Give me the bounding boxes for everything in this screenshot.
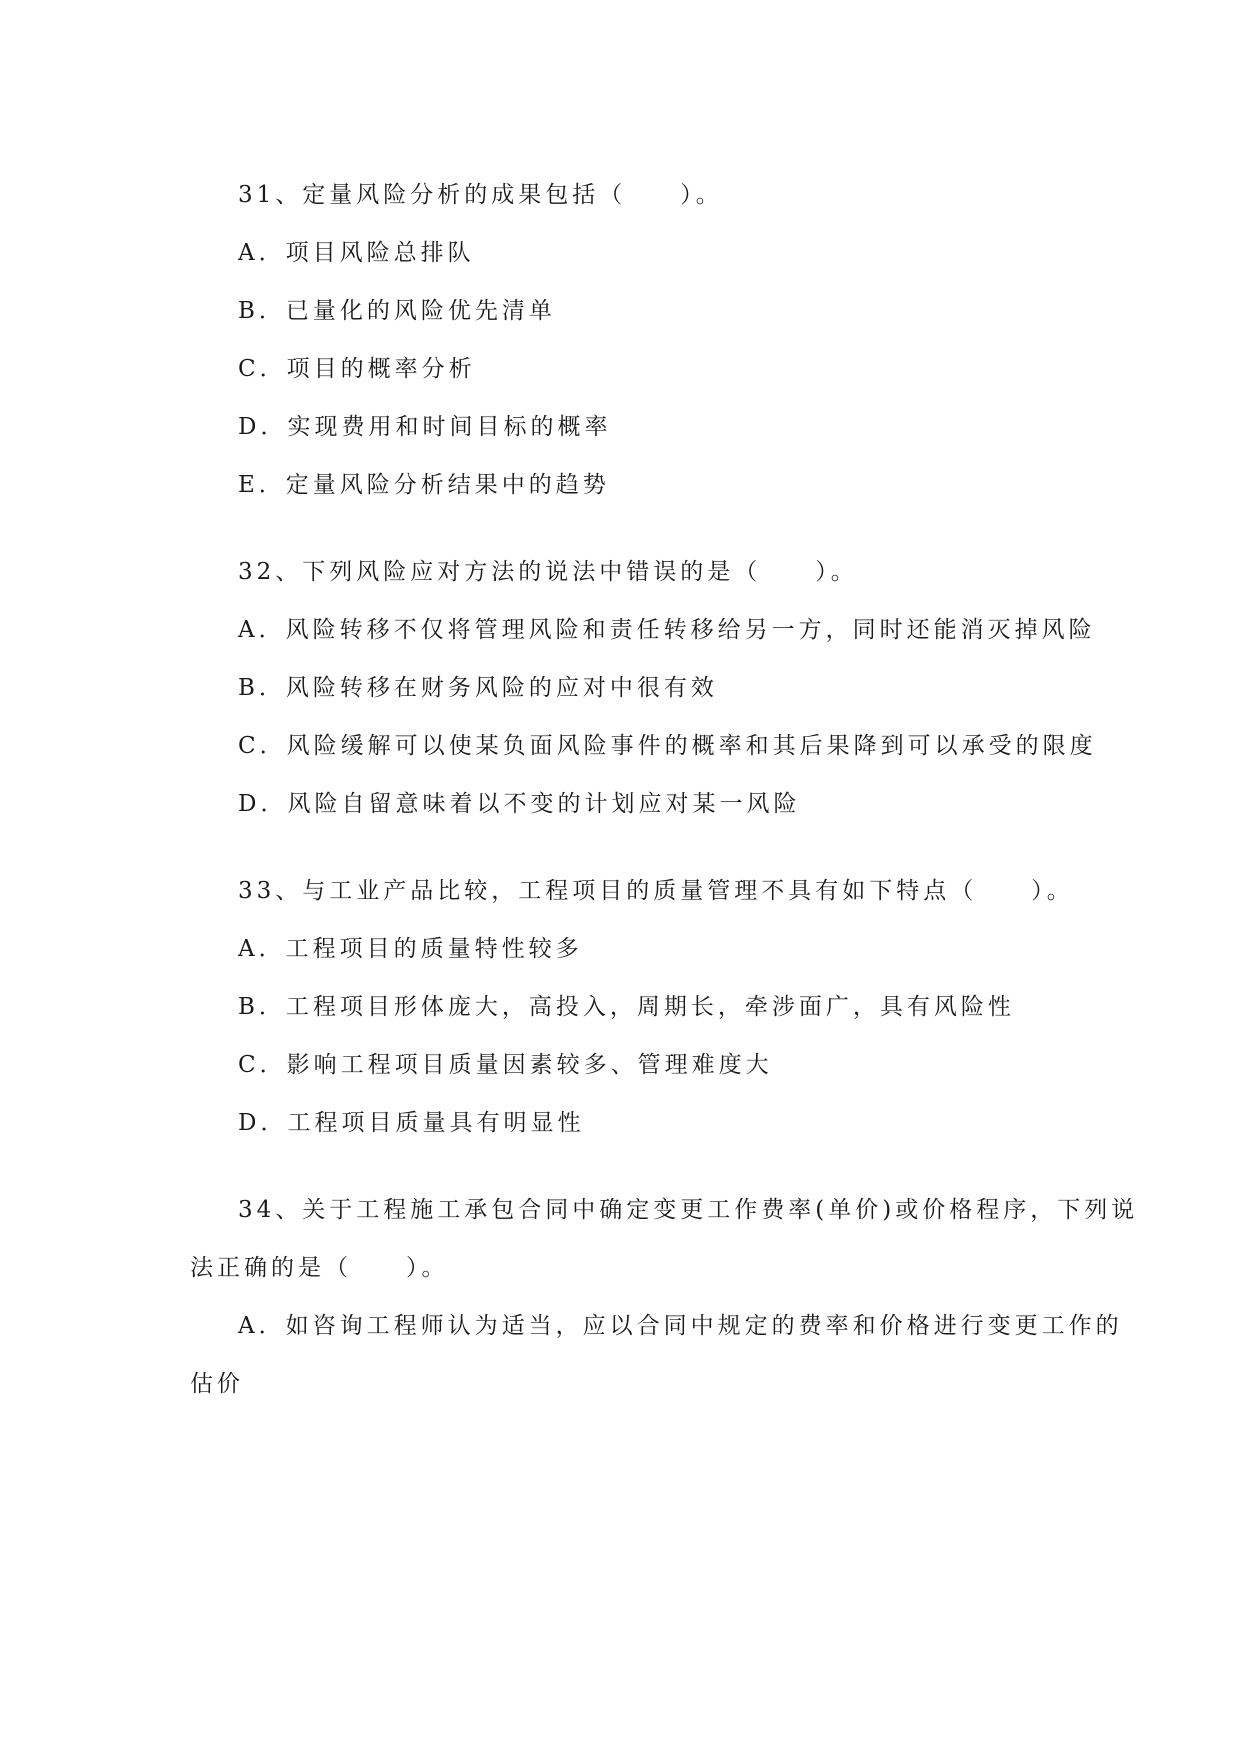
question-33-option-d: D．工程项目质量具有明显性 xyxy=(238,1110,585,1136)
question-32-option-d: D．风险自留意味着以不变的计划应对某一风险 xyxy=(238,791,801,817)
question-34-option-a-line1: A．如咨询工程师认为适当，应以合同中规定的费率和价格进行变更工作的 xyxy=(238,1313,1123,1339)
question-34-option-a-line2: 估价 xyxy=(190,1371,244,1397)
question-31-option-a: A．项目风险总排队 xyxy=(238,240,475,266)
question-32-option-a: A．风险转移不仅将管理风险和责任转移给另一方，同时还能消灭掉风险 xyxy=(238,617,1096,643)
question-33-option-a: A．工程项目的质量特性较多 xyxy=(238,936,583,962)
question-32-stem: 32、下列风险应对方法的说法中错误的是（ ）。 xyxy=(238,559,858,585)
question-34-stem-line2: 法正确的是（ ）。 xyxy=(190,1255,449,1281)
question-33-option-b: B．工程项目形体庞大，高投入，周期长，牵涉面广，具有风险性 xyxy=(238,994,1015,1020)
question-33-option-c: C．影响工程项目质量因素较多、管理难度大 xyxy=(238,1052,773,1078)
question-31-option-d: D．实现费用和时间目标的概率 xyxy=(238,414,612,440)
question-33-stem: 33、与工业产品比较，工程项目的质量管理不具有如下特点（ ）。 xyxy=(238,878,1074,904)
question-31-option-c: C．项目的概率分析 xyxy=(238,356,476,382)
question-32-option-b: B．风险转移在财务风险的应对中很有效 xyxy=(238,675,718,701)
question-32-option-c: C．风险缓解可以使某负面风险事件的概率和其后果降到可以承受的限度 xyxy=(238,733,1097,759)
question-31-stem: 31、定量风险分析的成果包括（ ）。 xyxy=(238,182,723,208)
question-34-stem-line1: 34、关于工程施工承包合同中确定变更工作费率(单价)或价格程序，下列说 xyxy=(238,1197,1139,1223)
question-31-option-e: E．定量风险分析结果中的趋势 xyxy=(238,472,610,498)
question-31-option-b: B．已量化的风险优先清单 xyxy=(238,298,556,324)
